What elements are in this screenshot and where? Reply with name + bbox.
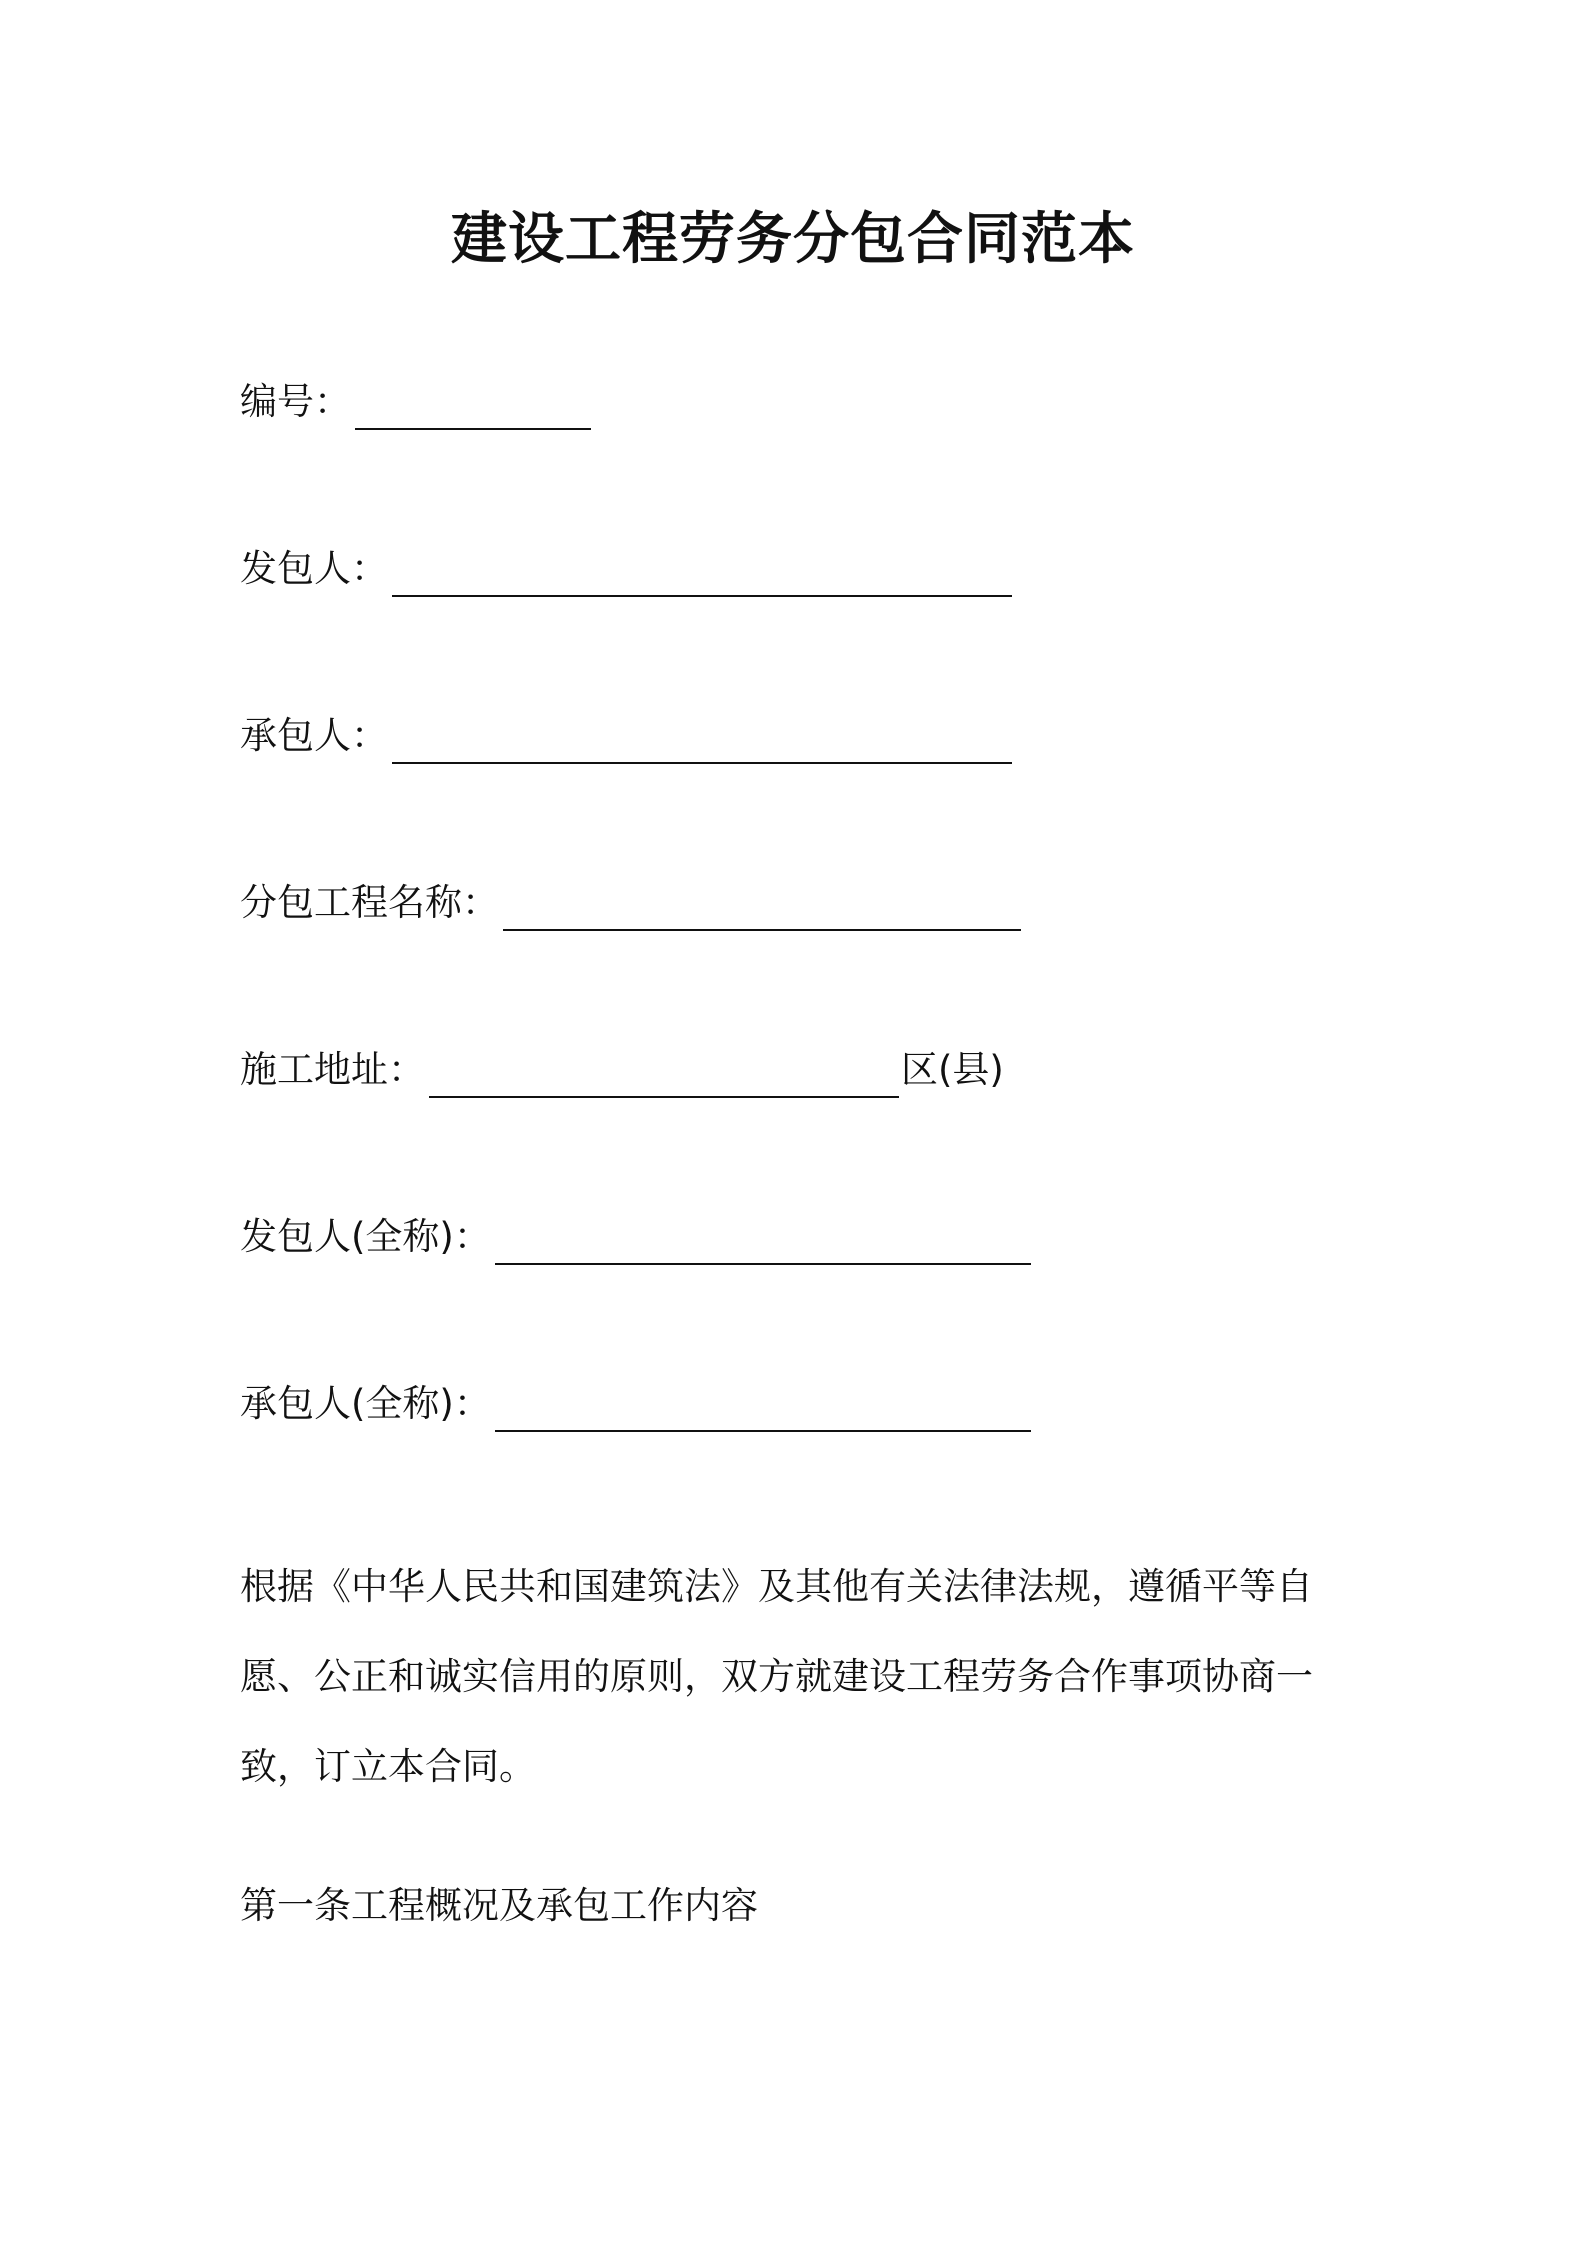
preamble-paragraph: 根据《中华人民共和国建筑法》及其他有关法律法规，遵循平等自愿、公正和诚实信用的原则，双方就建设工程劳务合作事项协商一致，订立本合同。 bbox=[240, 1565, 1313, 1788]
subcontract-project-name-label: 分包工程名称： bbox=[240, 881, 499, 924]
construction-address-blank[interactable] bbox=[429, 1046, 899, 1098]
page-title: 建设工程劳务分包合同范本 bbox=[451, 207, 1135, 272]
section-heading: 第一条工程概况及承包工作内容 bbox=[240, 1884, 758, 1927]
district-county-suffix: 区(县) bbox=[901, 1048, 1004, 1091]
construction-address-field bbox=[240, 1038, 1004, 1098]
construction-address-label: 施工地址： bbox=[240, 1048, 425, 1091]
employer-full-name-field bbox=[240, 1205, 1031, 1265]
contractor-field bbox=[240, 704, 1012, 764]
contract-number-label: 编号： bbox=[240, 380, 351, 423]
employer-field bbox=[240, 537, 1012, 597]
contractor-blank[interactable] bbox=[392, 712, 1012, 764]
subcontract-project-name-blank[interactable] bbox=[503, 879, 1021, 931]
contractor-full-name-label: 承包人(全称)： bbox=[240, 1382, 491, 1425]
employer-full-name-label: 发包人(全称)： bbox=[240, 1215, 491, 1258]
employer-label: 发包人： bbox=[240, 547, 388, 590]
contractor-full-name-field bbox=[240, 1372, 1031, 1432]
contract-number-field bbox=[240, 370, 591, 430]
contractor-label: 承包人： bbox=[240, 714, 388, 757]
employer-blank[interactable] bbox=[392, 545, 1012, 597]
employer-full-name-blank[interactable] bbox=[495, 1213, 1031, 1265]
contractor-full-name-blank[interactable] bbox=[495, 1380, 1031, 1432]
contract-number-blank[interactable] bbox=[355, 378, 591, 430]
subcontract-project-name-field bbox=[240, 871, 1021, 931]
